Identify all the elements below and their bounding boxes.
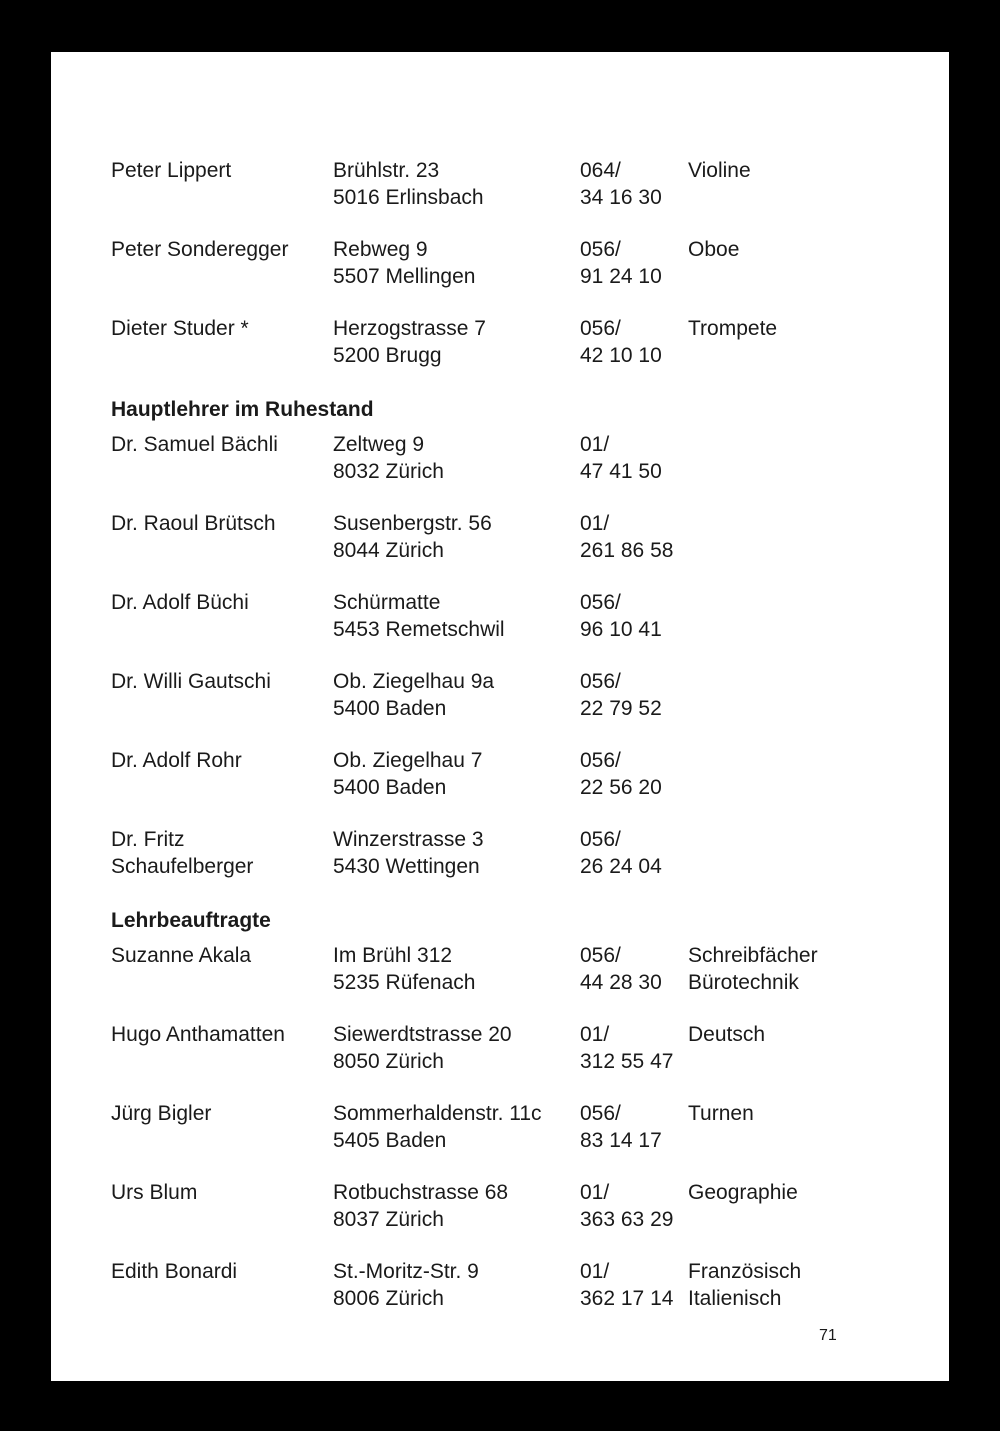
entry-address-line: 5405 Baden	[333, 1129, 447, 1152]
directory-entry	[109, 668, 869, 747]
entry-name-line: Peter Sonderegger	[111, 238, 289, 261]
entry-address	[333, 315, 578, 369]
entry-phone	[580, 157, 685, 211]
entry-subject	[688, 157, 868, 184]
entry-phone	[580, 236, 685, 290]
directory-entry	[109, 315, 869, 394]
entry-address-line: Zeltweg 9	[333, 433, 425, 456]
entry-phone	[580, 589, 685, 643]
entry-address-line: Rebweg 9	[333, 238, 428, 261]
entry-name	[111, 589, 326, 616]
entry-address-line: 5400 Baden	[333, 776, 447, 799]
entry-address	[333, 826, 578, 880]
entry-phone	[580, 747, 685, 801]
directory-entry	[109, 1179, 869, 1258]
directory-entry	[109, 589, 869, 668]
entry-phone-line: 01/	[580, 433, 610, 456]
entry-name-line: Dr. Samuel Bächli	[111, 433, 278, 456]
entry-address	[333, 942, 578, 996]
entry-phone-line: 064/	[580, 159, 621, 182]
entry-subject-line: Bürotechnik	[688, 971, 799, 994]
entry-address-line: 5200 Brugg	[333, 344, 442, 367]
section-heading: Lehrbeauftragte	[111, 909, 271, 932]
entry-name-line: Peter Lippert	[111, 159, 232, 182]
entry-name	[111, 826, 326, 880]
entry-address-line: Schürmatte	[333, 591, 441, 614]
entry-name-line: Jürg Bigler	[111, 1102, 212, 1125]
entry-name-line: Hugo Anthamatten	[111, 1023, 285, 1046]
directory-entry	[109, 1100, 869, 1179]
entry-address-line: 5453 Remetschwil	[333, 618, 505, 641]
directory-entry	[109, 747, 869, 826]
entry-subject-line: Französisch	[688, 1260, 802, 1283]
entry-phone-line: 056/	[580, 828, 621, 851]
entry-phone-line: 056/	[580, 238, 621, 261]
entry-address-line: 8006 Zürich	[333, 1287, 444, 1310]
entry-subject	[688, 315, 868, 342]
entry-name	[111, 315, 326, 342]
entry-address	[333, 1021, 578, 1075]
entry-phone	[580, 1100, 685, 1154]
entry-address-line: 5507 Mellingen	[333, 265, 476, 288]
entry-phone-line: 91 24 10	[580, 265, 662, 288]
entry-name-line: Edith Bonardi	[111, 1260, 238, 1283]
document-page	[51, 52, 949, 1381]
entry-address-line: Rotbuchstrasse 68	[333, 1181, 509, 1204]
directory-entry	[109, 1258, 869, 1337]
entry-address-line: 8050 Zürich	[333, 1050, 444, 1073]
entry-phone	[580, 510, 685, 564]
entry-address-line: 5400 Baden	[333, 697, 447, 720]
entry-address	[333, 236, 578, 290]
entry-address-line: 8032 Zürich	[333, 460, 444, 483]
entry-phone-line: 34 16 30	[580, 186, 662, 209]
entry-address	[333, 668, 578, 722]
entry-address-line: Siewerdtstrasse 20	[333, 1023, 512, 1046]
entry-subject-line: Schreibfächer	[688, 944, 818, 967]
entry-subject-line: Italienisch	[688, 1287, 782, 1310]
entry-name-line: Dr. Raoul Brütsch	[111, 512, 276, 535]
entry-name	[111, 1179, 326, 1206]
entry-name	[111, 431, 326, 458]
entry-subject	[688, 1179, 868, 1206]
entry-name	[111, 942, 326, 969]
entry-subject	[688, 1021, 868, 1048]
entry-phone-line: 01/	[580, 1023, 610, 1046]
directory-entry	[109, 826, 869, 905]
entry-phone-line: 44 28 30	[580, 971, 662, 994]
entry-name-line: Urs Blum	[111, 1181, 198, 1204]
entry-address	[333, 157, 578, 211]
entry-phone-line: 01/	[580, 512, 610, 535]
entry-name	[111, 157, 326, 184]
entry-address-line: Ob. Ziegelhau 9a	[333, 670, 495, 693]
section-heading: Hauptlehrer im Ruhestand	[111, 398, 374, 421]
entry-address	[333, 589, 578, 643]
entry-name-line: Dr. Fritz	[111, 828, 185, 851]
entry-address-line: Brühlstr. 23	[333, 159, 440, 182]
entry-phone	[580, 431, 685, 485]
entry-phone-line: 056/	[580, 317, 621, 340]
entry-phone-line: 362 17 14	[580, 1287, 674, 1310]
directory-entry	[109, 157, 869, 236]
entry-phone	[580, 1021, 685, 1075]
directory-entry	[109, 510, 869, 589]
entry-address-line: Im Brühl 312	[333, 944, 453, 967]
entry-phone-line: 363 63 29	[580, 1208, 674, 1231]
entry-address	[333, 431, 578, 485]
entry-phone-line: 312 55 47	[580, 1050, 674, 1073]
entry-phone-line: 056/	[580, 1102, 621, 1125]
entry-phone	[580, 1258, 685, 1312]
entry-address-line: Herzogstrasse 7	[333, 317, 486, 340]
entry-phone	[580, 942, 685, 996]
entry-subject-line: Violine	[688, 159, 751, 182]
entry-phone-line: 01/	[580, 1260, 610, 1283]
entry-phone-line: 47 41 50	[580, 460, 662, 483]
entry-subject	[688, 942, 868, 996]
entry-phone	[580, 668, 685, 722]
entry-address	[333, 1100, 578, 1154]
entry-name	[111, 1100, 326, 1127]
entry-name-line: Dieter Studer *	[111, 317, 249, 340]
entry-phone-line: 056/	[580, 944, 621, 967]
entry-address-line: 8037 Zürich	[333, 1208, 444, 1231]
entry-phone-line: 22 79 52	[580, 697, 662, 720]
entry-subject-line: Geographie	[688, 1181, 798, 1204]
entry-name-line: Dr. Adolf Rohr	[111, 749, 242, 772]
entry-name-line: Schaufelberger	[111, 855, 254, 878]
entry-subject-line: Deutsch	[688, 1023, 766, 1046]
entry-address	[333, 510, 578, 564]
entry-subject	[688, 1258, 868, 1312]
directory-entry	[109, 1021, 869, 1100]
entry-name	[111, 236, 326, 263]
entry-phone-line: 26 24 04	[580, 855, 662, 878]
directory-entry	[109, 942, 869, 1021]
entry-address	[333, 1179, 578, 1233]
entry-phone-line: 22 56 20	[580, 776, 662, 799]
entry-address-line: Susenbergstr. 56	[333, 512, 492, 535]
entry-address	[333, 1258, 578, 1312]
entry-name	[111, 747, 326, 774]
entry-phone-line: 83 14 17	[580, 1129, 662, 1152]
entry-subject	[688, 236, 868, 263]
entry-address-line: 5430 Wettingen	[333, 855, 480, 878]
entry-phone	[580, 1179, 685, 1233]
entry-address	[333, 747, 578, 801]
entry-name	[111, 1021, 326, 1048]
directory-entry	[109, 431, 869, 510]
entry-phone	[580, 315, 685, 369]
entry-address-line: 5235 Rüfenach	[333, 971, 476, 994]
entry-phone-line: 42 10 10	[580, 344, 662, 367]
entry-name-line: Dr. Adolf Büchi	[111, 591, 249, 614]
entry-phone-line: 056/	[580, 670, 621, 693]
entry-address-line: 8044 Zürich	[333, 539, 444, 562]
entry-subject-line: Turnen	[688, 1102, 754, 1125]
page-number: 71	[819, 1327, 837, 1344]
entry-name	[111, 668, 326, 695]
entry-phone-line: 056/	[580, 591, 621, 614]
entry-address-line: Ob. Ziegelhau 7	[333, 749, 483, 772]
entry-name-line: Dr. Willi Gautschi	[111, 670, 271, 693]
entry-phone-line: 96 10 41	[580, 618, 662, 641]
entry-phone-line: 261 86 58	[580, 539, 674, 562]
entry-name	[111, 1258, 326, 1285]
entry-phone	[580, 826, 685, 880]
entry-phone-line: 056/	[580, 749, 621, 772]
entry-name-line: Suzanne Akala	[111, 944, 252, 967]
teacher-directory	[109, 157, 869, 1337]
entry-address-line: 5016 Erlinsbach	[333, 186, 484, 209]
directory-entry	[109, 236, 869, 315]
entry-subject	[688, 1100, 868, 1127]
entry-name	[111, 510, 326, 537]
entry-address-line: Winzerstrasse 3	[333, 828, 484, 851]
entry-address-line: Sommerhaldenstr. 11c	[333, 1102, 542, 1125]
entry-address-line: St.-Moritz-Str. 9	[333, 1260, 479, 1283]
entry-phone-line: 01/	[580, 1181, 610, 1204]
entry-subject-line: Trompete	[688, 317, 778, 340]
entry-subject-line: Oboe	[688, 238, 740, 261]
